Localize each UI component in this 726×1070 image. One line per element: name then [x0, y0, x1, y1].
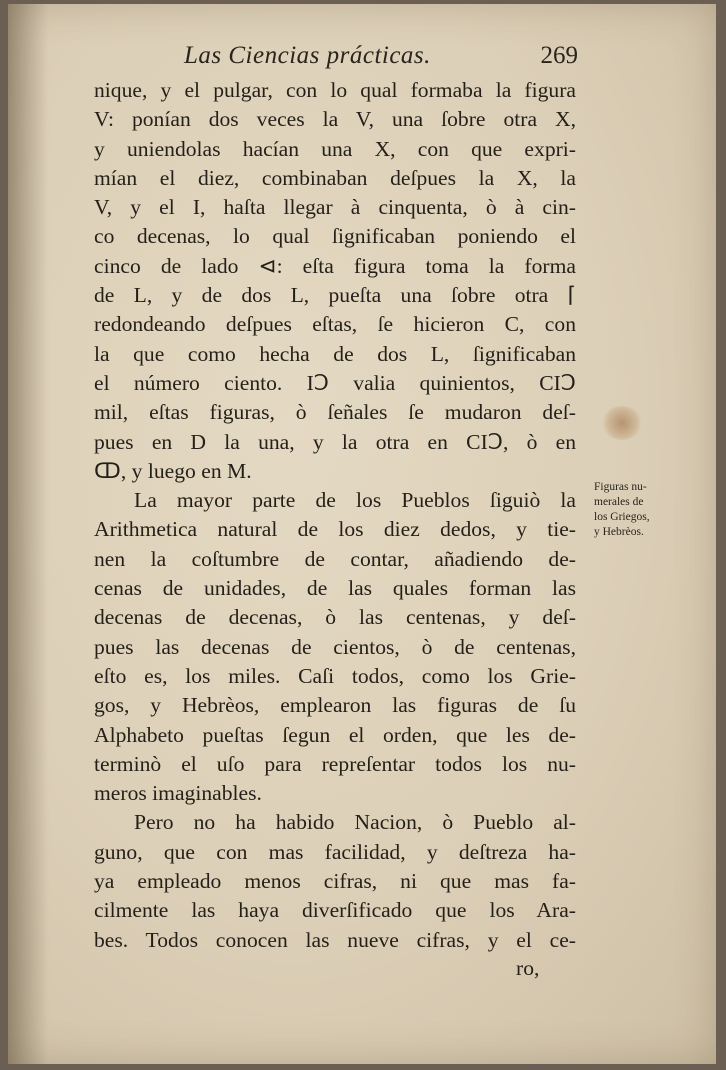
- text-line: el número ciento. IↃ valia quinientos, CIↃ: [94, 370, 576, 395]
- spine-shadow: [8, 4, 48, 1064]
- text-line: Pero no ha habido Nacion, ò Pueblo al-: [134, 810, 576, 835]
- page-header: [108, 42, 578, 72]
- text-line: redondeando deſpues eſtas, ſe hicieron C, con: [94, 312, 576, 337]
- text-line: gos, y Hebrèos, emplearon las figuras de ſu: [94, 693, 576, 718]
- book-page: [8, 4, 716, 1064]
- text-line: la que como hecha de dos L, ſignificaban: [94, 341, 576, 366]
- text-line: co decenas, lo qual ſignificaban poniendo el: [94, 224, 576, 249]
- text-line: cenas de unidades, de las quales forman las: [94, 576, 576, 601]
- text-line: cilmente las haya diverſificado que los Ara-: [94, 898, 576, 923]
- text-line: ya empleado menos cifras, ni que mas fa-: [94, 869, 576, 894]
- text-line: decenas de decenas, ò las centenas, y deſ-: [94, 605, 576, 630]
- page-number: 269: [540, 42, 578, 69]
- text-line: V: ponían dos veces la V, una ſobre otra X,: [94, 107, 576, 132]
- text-line: ↀ, y luego en M.: [94, 458, 252, 483]
- text-line: terminò el uſo para repreſentar todos los nu-: [94, 751, 576, 776]
- text-line: mían el diez, combinaban deſpues la X, la: [94, 165, 576, 190]
- margin-note-line: y Hebrèos.: [594, 526, 644, 538]
- text-line: nen la coſtumbre de contar, añadiendo de-: [94, 546, 576, 571]
- text-line: y uniendolas hacían una X, con que expri-: [94, 136, 576, 161]
- text-line: nique, y el pulgar, con lo qual formaba la figura: [94, 78, 576, 102]
- text-line: eſto es, los miles. Caſi todos, como los Grie-: [94, 663, 576, 688]
- paper-stain: [602, 406, 642, 440]
- text-line: Arithmetica natural de los diez dedos, y tie-: [94, 517, 576, 542]
- body-text: [94, 76, 576, 955]
- text-line: de L, y de dos L, pueſta una ſobre otra ⌈: [94, 283, 576, 308]
- text-line: mil, eſtas figuras, ò ſeñales ſe mudaron deſ-: [94, 400, 576, 425]
- margin-note-line: los Griegos,: [594, 511, 650, 523]
- text-line: cinco de lado ⊲: eſta figura toma la forma: [94, 253, 576, 278]
- margin-note-line: Figuras nu-: [594, 481, 647, 493]
- margin-note: [594, 480, 668, 540]
- margin-note-line: merales de: [594, 496, 644, 508]
- text-line: V, y el I, haſta llegar à cinquenta, ò à cin-: [94, 195, 576, 220]
- text-line: meros imaginables.: [94, 781, 262, 806]
- catchword: ro,: [516, 956, 540, 980]
- text-line: bes. Todos conocen las nueve cifras, y el ce-: [94, 927, 576, 952]
- text-line: Alphabeto pueſtas ſegun el orden, que les de-: [94, 722, 576, 747]
- text-line: La mayor parte de los Pueblos ſiguiò la: [134, 488, 576, 513]
- running-title: Las Ciencias prácticas.: [184, 42, 431, 69]
- text-line: pues en D la una, y la otra en CIↃ, ò en: [94, 429, 576, 454]
- text-line: pues las decenas de cientos, ò de centenas,: [94, 634, 576, 659]
- text-line: guno, que con mas facilidad, y deſtreza ha-: [94, 839, 576, 864]
